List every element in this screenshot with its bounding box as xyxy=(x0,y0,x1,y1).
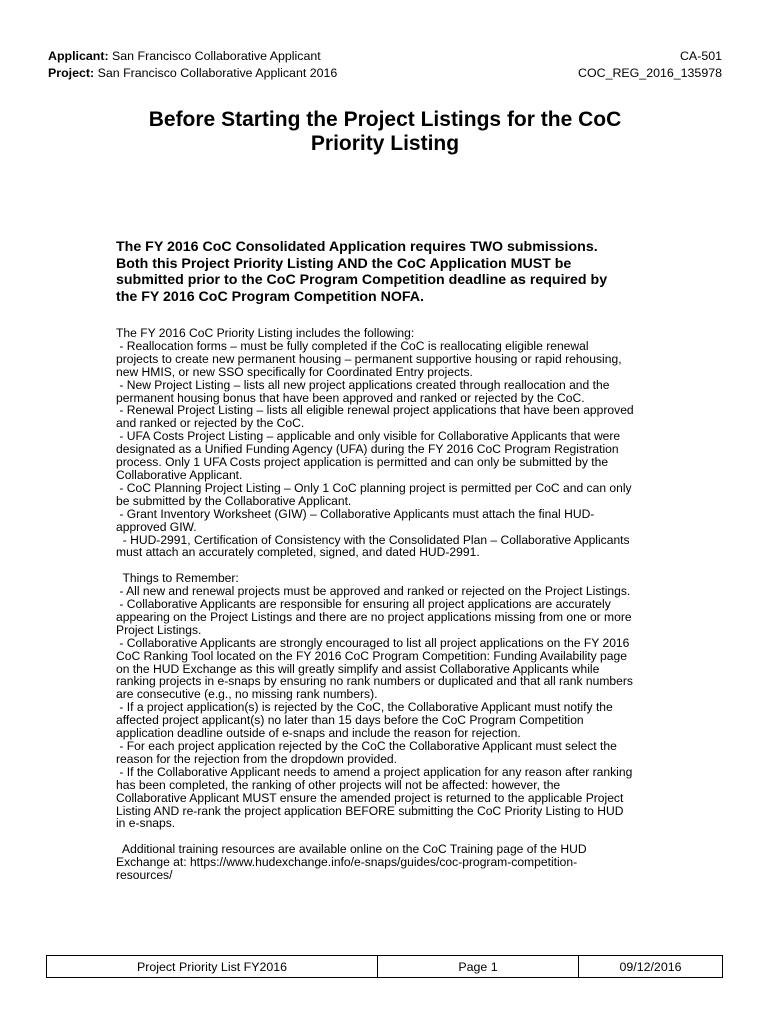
applicant-line xyxy=(48,48,321,65)
body-text-line: appearing on the Project Listings and there are no project applications missing from one or more xyxy=(116,609,632,624)
project-label: Project: xyxy=(48,66,95,80)
body-text-line: new HMIS, or new SSO specifically for Coordinated Entry projects. xyxy=(116,364,473,379)
body-text-line: - Renewal Project Listing – lists all eligible renewal project applications that have been approved xyxy=(116,403,634,418)
body-text-line: designated as a Unified Funding Agency (UFA) during the FY 2016 CoC Program Registration xyxy=(116,442,619,457)
page-footer xyxy=(46,955,723,978)
body-text-line: CoC Ranking Tool located on the FY 2016 CoC Program Competition: Funding Availability page xyxy=(116,648,627,663)
body-text-line: - If a project application(s) is rejected by the CoC, the Collaborative Applicant must notify the xyxy=(116,700,613,715)
body-text-line: Listing AND re-rank the project application BEFORE submitting the CoC Priority Listing to HUD xyxy=(116,803,624,818)
project-line xyxy=(48,65,337,82)
page-header xyxy=(48,48,722,82)
coc-code: CA-501 xyxy=(679,49,722,63)
priority-listing-contents xyxy=(116,327,658,559)
body-text-line: projects to create new permanent housing – permanent supportive housing or rapid rehousing, xyxy=(116,351,622,366)
intro-line-4: the FY 2016 CoC Program Competition NOFA. xyxy=(116,288,424,305)
training-resources xyxy=(116,843,658,882)
body-text-line: - If the Collaborative Applicant needs to amend a project application for any reason after ranking xyxy=(116,764,633,779)
body-text-line: - UFA Costs Project Listing – applicable and only visible for Collaborative Applicants that were xyxy=(116,429,621,444)
header-row-applicant xyxy=(48,48,722,65)
footer-date: 09/12/2016 xyxy=(619,959,682,974)
body-text-line: Things to Remember: xyxy=(116,571,239,586)
body-text-line: - Grant Inventory Worksheet (GIW) – Collaborative Applicants must attach the final HUD- xyxy=(116,506,595,521)
body-text-line: be submitted by the Collaborative Applicant. xyxy=(116,493,352,508)
body-text-line: The FY 2016 CoC Priority Listing includes the following: xyxy=(116,326,415,340)
body-text-line: ranking projects in e-snaps by ensuring no rank numbers or duplicated and that all rank numbers xyxy=(116,674,633,689)
body-text-line: - For each project application rejected by the CoC the Collaborative Applicant must select the xyxy=(116,738,617,753)
body-text-line: approved GIW. xyxy=(116,519,197,534)
applicant-label: Applicant: xyxy=(48,49,109,63)
registration-id: COC_REG_2016_135978 xyxy=(578,66,722,80)
intro-line-3: submitted prior to the CoC Program Competition deadline as required by xyxy=(116,272,608,288)
page-title xyxy=(60,108,710,156)
body-text-line: Collaborative Applicant. xyxy=(116,467,243,482)
body-text-line: affected project applicant(s) no later than 15 days before the CoC Program Competition xyxy=(116,713,584,728)
body-text-line: resources/ xyxy=(116,868,173,883)
body-text-line: - Collaborative Applicants are strongly encouraged to list all project applications on the FY 2016 xyxy=(116,635,630,650)
body-text-line: - Collaborative Applicants are responsible for ensuring all project applications are accurately xyxy=(116,597,611,612)
body-text-line: Exchange at: https://www.hudexchange.info/e-snaps/guides/coc-program-competition- xyxy=(116,855,578,870)
body-text-line: must attach an accurately completed, signed, and dated HUD-2991. xyxy=(116,545,480,560)
footer-page-number: Page 1 xyxy=(378,956,579,977)
footer-document-name: Project Priority List FY2016 xyxy=(47,956,378,977)
header-row-project xyxy=(48,65,722,82)
body-text-line: - HUD-2991, Certification of Consistency with the Consolidated Plan – Collaborative Applicants xyxy=(116,532,630,547)
title-line-2: Priority Listing xyxy=(310,132,460,155)
body-text-line: - Reallocation forms – must be fully completed if the CoC is reallocating eligible renewal xyxy=(116,338,589,353)
body-text-line: - All new and renewal projects must be approved and ranked or rejected on the Project Listings. xyxy=(116,584,631,599)
things-to-remember xyxy=(116,572,658,830)
instructions-body xyxy=(116,327,658,882)
body-text-line: and ranked or rejected by the CoC. xyxy=(116,416,305,431)
intro-line-2: Both this Project Priority Listing AND the CoC Application MUST be xyxy=(116,255,572,272)
title-line-1: Before Starting the Project Listings for the CoC xyxy=(148,108,622,131)
body-text-line: in e-snaps. xyxy=(116,816,176,831)
body-text-line: has been completed, the ranking of other projects will not be affected: however, the xyxy=(116,777,561,792)
body-text-line: - CoC Planning Project Listing – Only 1 CoC planning project is permitted per CoC and can only xyxy=(116,480,632,495)
body-text-line: permanent housing bonus that have been approved and ranked or rejected by the CoC. xyxy=(116,390,585,405)
body-text-line: application deadline outside of e-snaps and include the reason for rejection. xyxy=(116,726,521,741)
applicant-name: San Francisco Collaborative Applicant xyxy=(112,49,321,63)
body-text-line: Additional training resources are available online on the CoC Training page of the HUD xyxy=(116,842,587,857)
intro-line-1: The FY 2016 CoC Consolidated Application requires TWO submissions. xyxy=(116,239,598,255)
body-text-line: - New Project Listing – lists all new project applications created through reallocation and the xyxy=(116,377,610,392)
body-text-line: reason for the rejection from the dropdown provided. xyxy=(116,751,398,766)
body-text-line: are consecutive (e.g., no missing rank numbers). xyxy=(116,687,378,702)
body-text-line: Collaborative Applicant MUST ensure the amended project is returned to the applicable Project xyxy=(116,790,624,805)
body-text-line: on the HUD Exchange as this will greatly simplify and assist Collaborative Applicants while xyxy=(116,661,600,676)
intro-notice xyxy=(116,239,656,305)
project-name: San Francisco Collaborative Applicant 2016 xyxy=(97,66,338,80)
body-text-line: process. Only 1 UFA Costs project application is permitted and can only be submitted by the xyxy=(116,455,609,470)
body-text-line: Project Listings. xyxy=(116,622,202,637)
